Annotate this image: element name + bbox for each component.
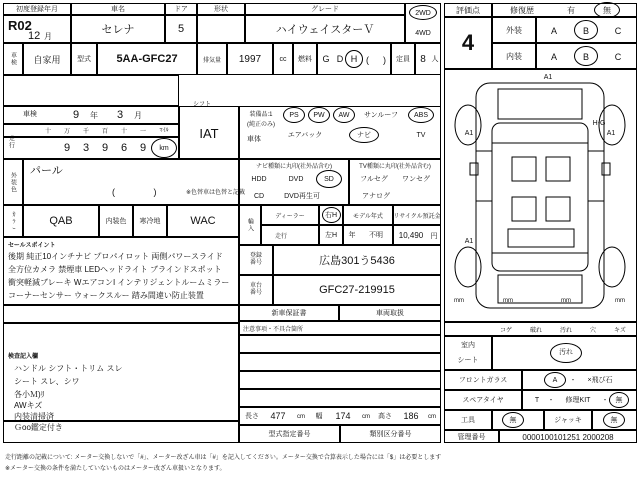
front-glass-stone: ×飛び石	[587, 377, 613, 384]
colorcode-label: ｶﾗｰ	[9, 210, 16, 232]
mileage-unit-2: 千	[82, 129, 89, 135]
diagram-label-a1-top: A1	[543, 73, 553, 81]
reg-value: 広島301う5436	[273, 245, 441, 275]
vehicle-docs-label: 車両取扱	[376, 310, 404, 317]
interior-row-label: 室内	[461, 342, 475, 349]
tool-label: 工具	[461, 417, 475, 424]
model-year-unknown: 不明	[369, 232, 383, 239]
grade-value: ハイウェイスターＶ	[245, 15, 405, 43]
mileage-unit-3: 百	[101, 129, 108, 135]
diagram-label-hg: H-G	[592, 119, 606, 127]
interior-grade-a: A	[550, 51, 557, 62]
fuel-opt-h: H	[350, 54, 358, 64]
jack-label: ジャッキ	[554, 417, 582, 424]
admin-label: 管理番号	[457, 434, 486, 441]
shaken-year: 9	[72, 109, 80, 121]
jack-none: 無	[610, 417, 618, 424]
color-code-value: QAB	[23, 205, 99, 237]
sales-line-3: コーナーセンサー ウォークスルー 踏み間違い防止装置	[8, 291, 204, 300]
capacity-unit: 人	[431, 56, 439, 63]
type-number-label: 型式指定番号	[268, 431, 311, 438]
front-glass-a-circle	[544, 372, 566, 388]
interior-grade-c: C	[614, 51, 622, 62]
warn-title: 注意事項・不具合箇所	[243, 327, 304, 333]
diagram-label-a1-left: A1	[464, 129, 474, 137]
mileage-digit-1: 3	[82, 142, 90, 154]
width-label: 幅	[315, 413, 323, 420]
vin-value: GFC27-219915	[273, 275, 441, 305]
mileage-unit-1: 万	[63, 129, 70, 135]
capacity-value: 8	[420, 53, 426, 65]
mileage-label: 走行	[7, 135, 14, 149]
repair-yes: 有	[567, 6, 575, 15]
cond-mark-yogore-circle	[550, 343, 582, 363]
score-label: 評価点	[456, 6, 480, 15]
navi-cd: CD	[253, 192, 265, 200]
front-glass-a: A	[552, 376, 558, 384]
equip-pw: PW	[308, 107, 330, 123]
class-number-label: 類別区分番号	[369, 431, 412, 438]
row-spacer	[3, 305, 239, 323]
model-year-unit: 年	[348, 232, 356, 239]
color-note-right: ※色替車は色替と記載	[186, 189, 246, 196]
dealer-label: ディーラー	[275, 213, 305, 220]
equip-navi-circle	[349, 127, 379, 143]
exterior-grade-b-circle	[574, 20, 598, 40]
diagram-mm-3: mm	[561, 298, 571, 304]
front-glass-sep: ・	[569, 377, 577, 384]
equip-abs: ABS	[408, 107, 434, 123]
mileage-digit-3: 6	[120, 142, 128, 154]
recycle-label: リサイクル預託金	[393, 213, 441, 220]
drive-2wd-circle	[409, 5, 437, 20]
mileage-digit-0: 9	[63, 142, 71, 154]
fuel-opt-g: G	[322, 54, 330, 64]
fuel-opt-d: D	[336, 54, 344, 64]
owner-value: 自家用	[23, 43, 71, 75]
fuel-label: 燃料	[298, 56, 312, 63]
cond-col-yabure: 破れ	[529, 328, 542, 334]
car-name-value: セレナ	[71, 15, 165, 43]
navi-types-title: ナビ種類に丸印(社外品含む)	[256, 163, 332, 170]
equip-sunroof: サンルーフ	[363, 112, 399, 119]
inspection-box-bottom	[3, 421, 239, 443]
capacity-label: 定員	[396, 56, 410, 63]
repair-no-circle	[594, 2, 620, 18]
diagram-mm-2: mm	[503, 298, 513, 304]
shift-label: シフト	[192, 101, 211, 108]
warn-row-4	[239, 389, 441, 407]
grade-label: グレード	[245, 3, 405, 15]
seat-row-label: シート	[457, 357, 479, 364]
model-year-label: モデル年式	[353, 213, 383, 220]
model-label: 型式	[71, 43, 97, 75]
score-value: 4	[444, 17, 492, 69]
shaken-row	[3, 75, 179, 106]
navi-sd-circle	[316, 170, 342, 188]
tv-oneseg: ワンセグ	[402, 176, 430, 183]
reg-month-value: 12	[28, 30, 41, 42]
cond-col-yogore: 汚れ	[559, 328, 572, 334]
equip-navi: ナビ	[357, 132, 371, 139]
tv-fullseg: フルセグ	[360, 176, 388, 183]
exterior-grade-a: A	[550, 25, 557, 36]
vin-label: 車台 番号	[249, 283, 262, 296]
exterior-label: 外装	[506, 26, 522, 35]
admin-value: 0000100101251 2000208	[522, 432, 614, 442]
drive-4wd: 4WD	[415, 29, 431, 37]
footer-line-2: ※メーター交換の条件を満たしていないものはメーター改ざん車扱いとなります。	[5, 465, 226, 472]
door-value: 5	[165, 15, 197, 43]
equip-ps: PS	[283, 107, 305, 123]
spare-none-circle	[609, 392, 629, 408]
spare-sep1: ・	[547, 397, 555, 404]
inspection-title: 検査記入欄	[8, 353, 39, 360]
spare-none: 無	[615, 397, 623, 404]
equip-aw: AW	[333, 107, 355, 123]
diagram-mm-1: mm	[454, 298, 464, 304]
model-value: 5AA-GFC27	[97, 43, 197, 75]
interior-label: 内装色	[99, 205, 133, 237]
inspection-line-2: 各小Ｍ)ﾘ	[14, 390, 45, 399]
drive-2wd: 2WD	[415, 9, 431, 17]
width-value: 174	[335, 411, 351, 421]
equip-tv: TV	[416, 131, 426, 139]
equip-airbag: エアバック	[287, 132, 323, 139]
inspection-line-1: シート スレ、シワ	[14, 377, 80, 386]
mileage-digit-4: 9	[139, 142, 147, 154]
navi-dvd-play: DVD再生可	[284, 193, 320, 200]
mileage-unit-4: 十	[120, 129, 127, 135]
navi-sd: SD	[324, 175, 334, 183]
color-note: ( )	[112, 186, 157, 197]
front-glass-label: フロントガラス	[458, 377, 508, 384]
repair-no: 無	[603, 6, 611, 15]
color-label: 外装色	[9, 171, 16, 193]
diagram-label-a1-bottom: A1	[464, 237, 474, 245]
color-value: パール	[30, 165, 63, 177]
recycle-value: 10,490	[398, 230, 424, 240]
reg-label: 登録 番号	[249, 253, 262, 266]
height-value: 186	[403, 411, 419, 421]
sales-line-0: 後期 純正10インチナビ プロパイロット 両側パワースライド	[8, 252, 223, 261]
mileage-km-circle	[151, 138, 177, 158]
inspection-line-4: 内装清掃済	[14, 412, 54, 421]
footer-line-1: 走行距離の記載について: メーター交換しないで「#」、メーター改ざん車は「#」を記入してください。メーター交換で合算表示した場合には「$」は必要とします	[5, 454, 442, 461]
tool-none: 無	[509, 417, 517, 424]
owner-label: 車検	[9, 52, 16, 66]
jack-none-circle	[603, 412, 625, 428]
mileage-digit-2: 9	[101, 142, 109, 154]
equipment-title: 装備品:1	[249, 111, 273, 118]
spare-label: スペアタイヤ	[462, 397, 504, 404]
warn-row-2	[239, 353, 441, 371]
shift-value: IAT	[199, 125, 219, 141]
diagram-mm-4: mm	[615, 298, 625, 304]
spare-sep2: ・	[601, 397, 609, 404]
reg-month-unit: 月	[44, 32, 52, 41]
mileage-km-label: ﾏｲﾙ	[159, 128, 169, 134]
sonota-label: 走行	[274, 233, 287, 240]
cold-label: 寒冷地	[133, 205, 167, 237]
disp-value: 1997	[227, 43, 273, 75]
sales-points-title: セールスポイント	[8, 242, 56, 249]
cond-col-ana: 穴	[589, 328, 596, 334]
door-label: ドア	[165, 3, 197, 15]
length-unit: cm	[297, 413, 305, 420]
reg-year-value: R02	[8, 17, 32, 33]
wheel-label: 輪入	[246, 218, 253, 232]
diagram-label-a1-right: A1	[606, 129, 616, 137]
navi-hdd: HDD	[251, 175, 267, 183]
rh-label: 右H	[324, 212, 338, 219]
cond-col-kizu: キズ	[614, 328, 626, 334]
sales-line-2: 衝突軽減ブレーキ WエアコンI インテリジェントルームミラー	[8, 278, 230, 287]
spare-t: T	[534, 396, 540, 404]
disp-label: 排気量	[197, 43, 227, 75]
repair-label: 修復歴	[510, 6, 534, 15]
inspection-line-0: ハンドル シフト・トリム スレ	[14, 364, 123, 373]
new-insurance-label: 新車保証書	[271, 310, 307, 317]
shaken-month: 3	[116, 109, 124, 121]
interior-grade-b-circle	[574, 46, 598, 66]
lh-label: 左H	[324, 232, 338, 239]
inspection-line-5: Ｇoo鑑定付き	[14, 423, 63, 432]
height-label: 高さ	[378, 413, 392, 420]
shaken-label: 車検	[23, 111, 37, 118]
fuel-selected-circle	[345, 50, 363, 68]
mileage-unit-5: 一	[139, 129, 146, 135]
shaken-year-unit: 年	[90, 110, 98, 120]
equipment-title2: (純正のみ)	[247, 121, 275, 128]
inspection-line-3: AWキズ	[14, 401, 43, 410]
tool-none-circle	[502, 412, 524, 428]
warn-row-3	[239, 371, 441, 389]
length-label: 長さ	[245, 413, 259, 420]
interior-code-value: WAC	[167, 205, 239, 237]
length-value: 477	[270, 411, 286, 421]
reg-year-label: 初度登録年月	[3, 3, 71, 15]
cond-mark-yogore: 汚れ	[559, 349, 573, 356]
shaken-month-unit: 月	[134, 110, 142, 120]
disp-unit: cc	[273, 43, 293, 75]
exterior-grade-c: C	[614, 25, 622, 36]
spare-kit: 修理KIT	[565, 397, 591, 404]
tv-analog: アナログ	[362, 193, 390, 200]
interior-label-r: 内装	[506, 52, 522, 61]
recycle-yen: 円	[430, 233, 438, 240]
mileage-unit-0: 十	[44, 129, 51, 135]
mileage-km: km	[159, 144, 169, 152]
car-name-label: 車名	[71, 3, 165, 15]
warn-row-1	[239, 335, 441, 353]
sales-line-1: 全方位カメラ 禁煙車 LEDヘッドライト ブラインドスポット	[8, 265, 222, 274]
shape-label: 形状	[197, 3, 245, 15]
height-unit: cm	[428, 413, 436, 420]
fuel-opt-v: ( )	[366, 54, 386, 65]
navi-dvd: DVD	[288, 175, 304, 183]
car-diagram	[446, 71, 635, 320]
exterior-grade-b: B	[582, 25, 589, 36]
cond-col-koge: コゲ	[499, 328, 512, 334]
rh-circle	[322, 207, 341, 223]
equipment-body-label: 車体	[247, 136, 261, 143]
width-unit: cm	[362, 413, 370, 420]
tv-types-title: TV種類に丸印(社外品含む)	[359, 163, 431, 170]
shape-value	[197, 15, 245, 43]
interior-grade-b: B	[582, 51, 589, 62]
